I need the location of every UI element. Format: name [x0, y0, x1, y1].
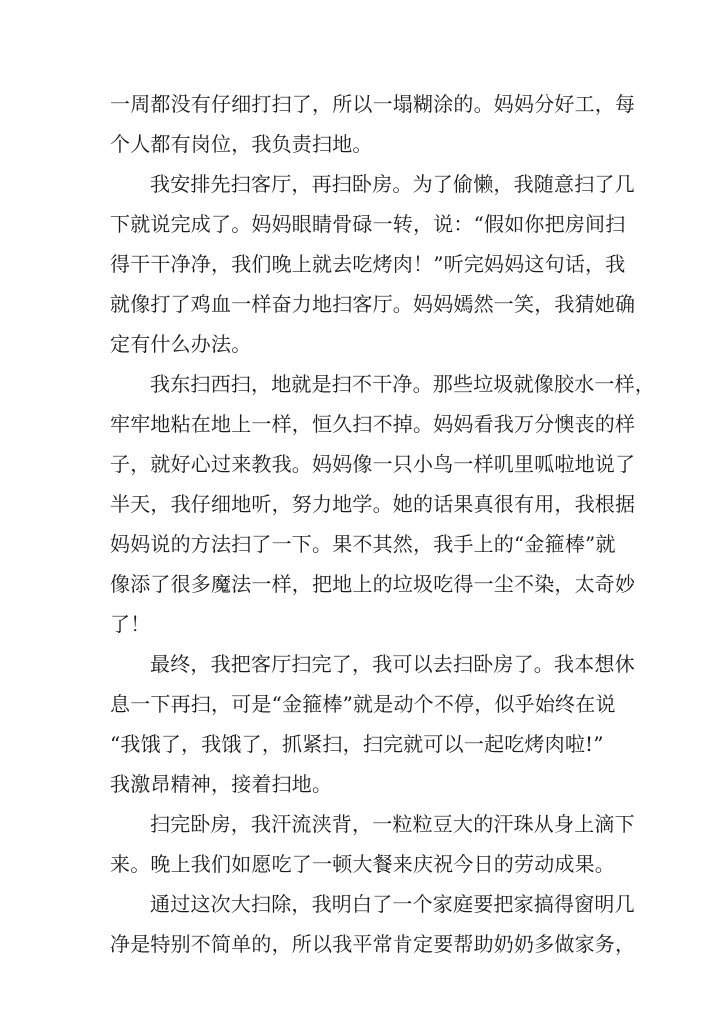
text-line: 像添了很多魔法一样，把地上的垃圾吃得一尘不染，太奇妙 — [110, 572, 636, 596]
paragraph-3 — [110, 364, 655, 644]
text-line: 我东扫西扫，地就是扫不干净。那些垃圾就像胶水一样， — [150, 372, 655, 396]
text-line: 半天，我仔细地听，努力地学。她的话果真很有用，我根据 — [110, 492, 636, 516]
text-line: 了！ — [110, 612, 151, 636]
text-line: 个人都有岗位，我负责扫地。 — [110, 132, 373, 156]
paragraph-5 — [110, 804, 635, 884]
text-line: 子，就好心过来教我。妈妈像一只小鸟一样叽里呱啦地说了 — [110, 452, 636, 476]
text-line: 息一下再扫，可是“金箍棒”就是动个不停，似乎始终在说 — [110, 692, 616, 716]
paragraph-2 — [110, 164, 636, 364]
text-line: 定有什么办法。 — [110, 332, 252, 356]
text-line: 就像打了鸡血一样奋力地扫客厅。妈妈嫣然一笑，我猜她确 — [110, 292, 636, 316]
text-line: 最终，我把客厅扫完了，我可以去扫卧房了。我本想休 — [150, 652, 635, 676]
paragraph-6 — [110, 884, 636, 964]
text-line: 净是特别不简单的，所以我平常肯定要帮助奶奶多做家务， — [110, 932, 636, 956]
text-line: 牢牢地粘在地上一样，恒久扫不掉。妈妈看我万分懊丧的样 — [110, 412, 636, 436]
paragraph-1 — [110, 84, 636, 164]
text-line: 下就说完成了。妈妈眼睛骨碌一转，说：“假如你把房间扫 — [110, 212, 626, 236]
text-line: 扫完卧房，我汗流浃背，一粒粒豆大的汗珠从身上滴下 — [150, 812, 635, 836]
document-body — [110, 84, 655, 964]
text-line: 我安排先扫客厅，再扫卧房。为了偷懒，我随意扫了几 — [150, 172, 635, 196]
text-line: 得干干净净，我们晚上就去吃烤肉！”听完妈妈这句话，我 — [110, 252, 626, 276]
text-line: “我饿了，我饿了，抓紧扫，扫完就可以一起吃烤肉啦!” — [110, 732, 604, 756]
text-line: 来。晚上我们如愿吃了一顿大餐来庆祝今日的劳动成果。 — [110, 852, 615, 876]
text-line: 一周都没有仔细打扫了，所以一塌糊涂的。妈妈分好工，每 — [110, 92, 636, 116]
text-line: 我激昂精神，接着扫地。 — [110, 772, 333, 796]
paragraph-4 — [110, 644, 635, 804]
text-line: 通过这次大扫除，我明白了一个家庭要把家搞得窗明几 — [150, 892, 635, 916]
text-line: 妈妈说的方法扫了一下。果不其然，我手上的“金箍棒”就 — [110, 532, 616, 556]
